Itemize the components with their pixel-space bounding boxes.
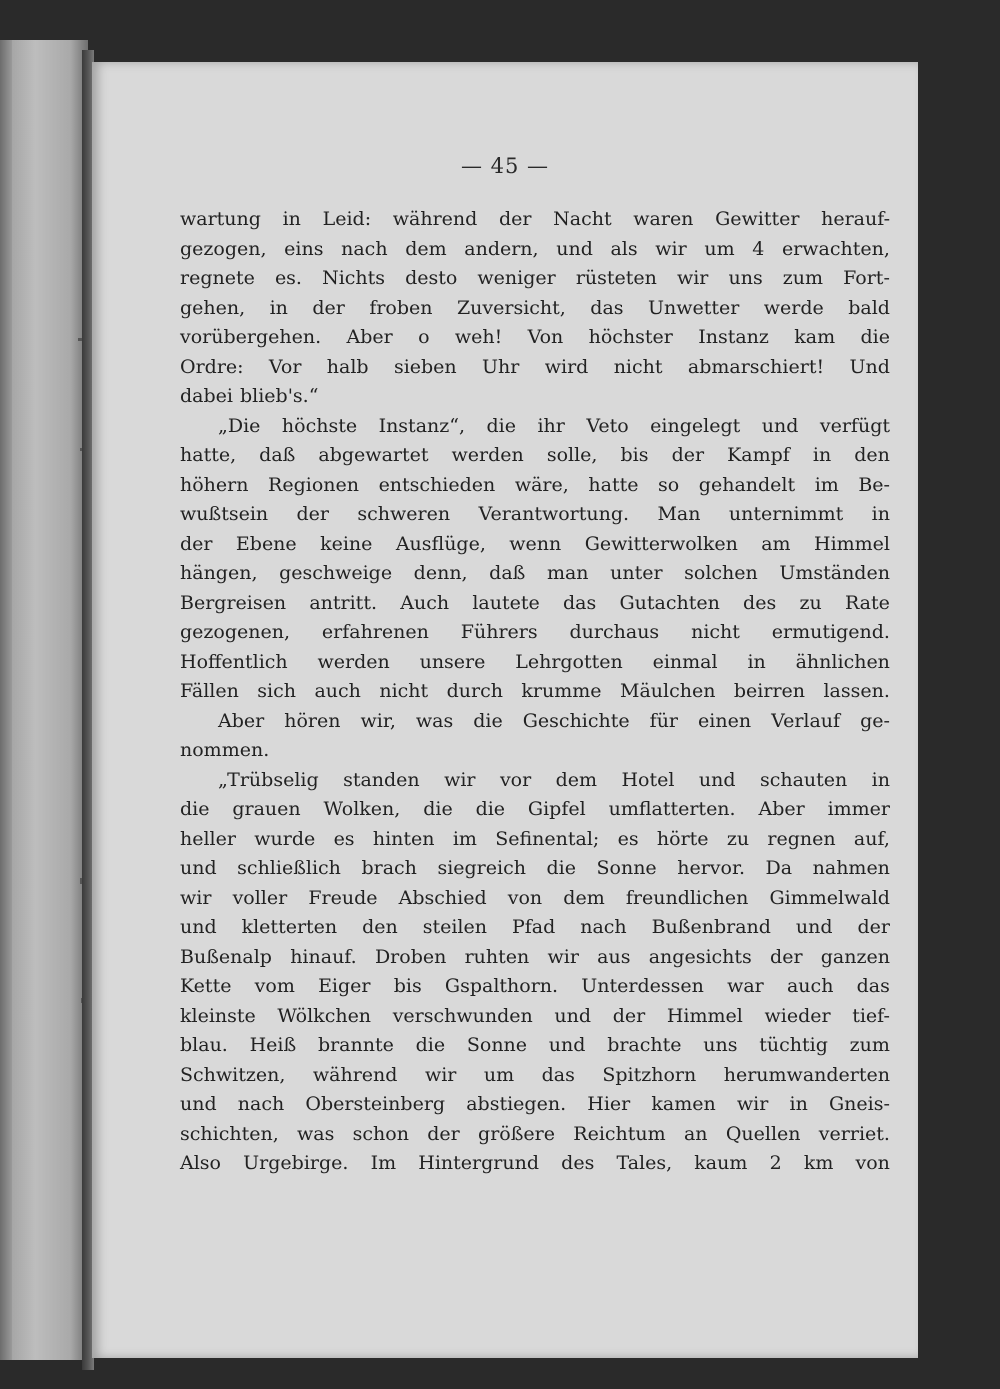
left-page-outer-edge [0,40,12,1360]
text-line: „Die höchste Instanz“, die ihr Veto eingelegt und verfügt [218,414,890,437]
text-line: Aber hören wir, was die Geschichte für einen Verlauf ge- [218,709,890,732]
text-line: nommen. [180,739,270,761]
text-line: wir voller Freude Abschied von dem freundlichen Gimmelwald [180,886,890,909]
text-line: Kette vom Eiger bis Gspalthorn. Unterdessen war auch das [180,975,890,997]
text-line: und schließlich brach siegreich die Sonne hervor. Da nahmen [180,857,890,879]
text-line: kleinste Wölkchen verschwunden und der Himmel wieder tief- [180,1004,890,1027]
text-line: vorübergehen. Aber o weh! Von höchster Instanz kam die [180,326,890,348]
text-line: wartung in Leid: während der Nacht waren Gewitter herauf- [180,208,890,230]
text-line: Also Urgebirge. Im Hintergrund des Tales, kaum 2 km von [180,1152,890,1174]
text-line: hängen, geschweige denn, daß man unter solchen Umständen [180,562,890,584]
text-line: Fällen sich auch nicht durch krumme Mäulchen beirren lassen. [180,680,890,702]
text-line: und kletterten den steilen Pfad nach Bußenbrand und der [180,916,890,938]
text-line: Hoffentlich werden unsere Lehrgotten einmal in ähnlichen [180,650,890,673]
text-line: Bergreisen antritt. Auch lautete das Gutachten des zu Rate [180,591,890,614]
text-line: Bußenalp hinauf. Droben ruhten wir aus angesichts der ganzen [180,945,890,968]
text-line: schichten, was schon der größere Reichtum an Quellen verriet. [180,1122,890,1145]
text-line: blau. Heiß brannte die Sonne und brachte uns tüchtig zum [180,1034,890,1056]
text-line: höhern Regionen entschieden wäre, hatte so gehandelt im Be- [180,473,890,496]
left-page-edge [0,40,88,1360]
text-line: Schwitzen, während wir um das Spitzhorn herumwanderten [180,1063,890,1086]
text-line: „Trübselig standen wir vor dem Hotel und schauten in [218,768,890,791]
text-line: der Ebene keine Ausflüge, wenn Gewitterwolken am Himmel [180,532,890,555]
text-line: heller wurde es hinten im Sefinental; es hörte zu regnen auf, [180,827,890,850]
text-line: gezogenen, erfahrenen Führers durchaus nicht ermutigend. [180,621,890,643]
text-line: gehen, in der froben Zuversicht, das Unwetter werde bald [180,296,890,319]
text-line: Ordre: Vor halb sieben Uhr wird nicht abmarschiert! Und [180,355,890,378]
text-line: die grauen Wolken, die die Gipfel umflatterten. Aber immer [180,798,890,820]
right-page [92,62,918,1358]
text-line: dabei blieb's.“ [180,385,319,407]
text-line: regnete es. Nichts desto weniger rüsteten wir uns zum Fort- [180,267,890,289]
text-line: wußtsein der schweren Verantwortung. Man unternimmt in [180,503,890,525]
page-number: — 45 — [460,154,550,178]
body-text [180,205,890,1179]
text-line: und nach Obersteinberg abstiegen. Hier kamen wir in Gneis- [180,1093,890,1115]
text-line: gezogen, eins nach dem andern, und als wir um 4 erwachten, [180,237,890,260]
text-line: hatte, daß abgewartet werden solle, bis der Kampf in den [180,444,890,466]
